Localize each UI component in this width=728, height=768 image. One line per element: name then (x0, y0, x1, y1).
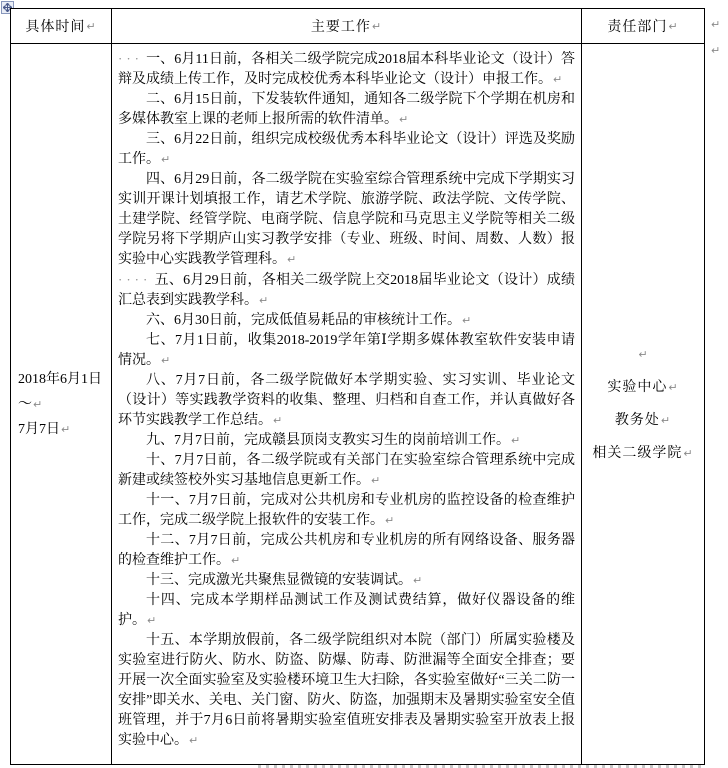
task-text: 十一、7月7日前，完成对公共机房和专业机房的监控设备的检查维护工作，完成二级学院上报软件的安装工作。 (118, 493, 575, 528)
task-text: 七、7月1日前，收集2018-2019学年第Ⅰ学期多媒体教室软件安装申请情况。 (118, 333, 575, 368)
task-paragraph (118, 90, 575, 130)
department-paragraph (615, 404, 671, 437)
paragraph-mark-icon: ↵ (371, 474, 381, 487)
task-paragraph (118, 591, 575, 631)
task-paragraph (118, 130, 575, 170)
tasks-cell[interactable] (112, 44, 582, 764)
header-label-department: 责任部门 (607, 20, 668, 35)
paragraph-mark-icon: ↵ (683, 447, 694, 460)
task-paragraph (118, 491, 575, 531)
paragraph-mark-icon: ↵ (413, 574, 423, 587)
task-text: 三、6月22日前，组织完成校级优秀本科毕业论文（设计）评选及奖励工作。 (118, 132, 575, 167)
task-text: 六、6月30日前，完成低值易耗品的审核统计工作。 (146, 313, 461, 328)
paragraph-mark-icon: ↵ (287, 253, 297, 266)
paragraph-mark-icon: ↵ (189, 734, 199, 747)
header-row (11, 9, 704, 44)
department-cell[interactable] (582, 44, 704, 764)
task-paragraph (118, 170, 575, 270)
time-text: 7月7日 (18, 421, 60, 437)
task-paragraph (118, 631, 575, 751)
task-text: 八、7月7日前，各二级学院做好本学期实验、实习实训、毕业论文（设计）等实践教学资料的收集、整理、归档和自查工作，并认真做好各环节实践教学工作总结。 (118, 373, 575, 428)
task-paragraph (118, 331, 575, 371)
paragraph-mark-icon: ↵ (399, 113, 409, 126)
body-row (11, 44, 704, 764)
paragraph-mark-icon: ↵ (668, 381, 679, 394)
department-text: 教务处 (614, 413, 660, 428)
paragraph-mark-icon: ↵ (61, 422, 71, 436)
paragraph-mark-icon: ↵ (385, 514, 395, 527)
task-paragraph (118, 311, 575, 331)
task-text: 十、7月7日前，各二级学院或有关部门在实验室综合管理系统中完成新建或续签校外实习基地信息更新工作。 (118, 453, 575, 488)
header-label-time: 具体时间 (25, 20, 86, 35)
header-label-work: 主要工作 (310, 20, 371, 35)
paragraph-mark-icon: ↵ (668, 19, 679, 33)
paragraph-mark-icon: ↵ (462, 314, 472, 327)
paragraph-mark-icon: ↵ (511, 434, 521, 447)
space-marks: ···· (118, 272, 152, 287)
paragraph-mark-icon: ↵ (161, 153, 171, 166)
paragraph-mark-icon: ↵ (371, 19, 383, 33)
task-paragraph (118, 451, 575, 491)
header-cell-work[interactable] (112, 9, 582, 43)
task-text: 九、7月7日前，完成赣县顶岗支教实习生的岗前培训工作。 (146, 433, 510, 448)
task-paragraph (118, 571, 575, 591)
task-text: 二、6月15日前，下发装软件通知，通知各二级学院下个学期在机房和多媒体教室上课的老师上报所需的软件清单。 (118, 92, 575, 127)
paragraph-mark-icon: ↵ (231, 554, 241, 567)
time-cell[interactable] (11, 44, 112, 764)
task-text: 十五、本学期放假前，各二级学院组织对本院（部门）所属实验楼及实验室进行防火、防水、防盗、防爆、防毒、防泄漏等全面安全排查；要开展一次全面实验室及实验楼环境卫生大扫除，各实验室做好“三关二防一安排”即关水、关电、关门窗、防火、防盗，加强期末及暑期实验室安全值班管理，并于7月6日前将暑期实验室值班安排表及暑期实验室开放表上报实验中心。 (118, 633, 575, 748)
paragraph-mark-icon: ↵ (259, 294, 269, 307)
department-text: 实验中心 (607, 380, 668, 395)
task-text: 十二、7月7日前，完成公共机房和专业机房的所有网络设备、服务器的检查维护工作。 (118, 533, 575, 568)
paragraph-mark-icon: ↵ (660, 414, 672, 427)
paragraph-mark-icon: ↵ (638, 348, 649, 361)
header-cell-time[interactable] (11, 9, 112, 43)
department-text: 相关二级学院 (592, 446, 683, 461)
department-paragraph (637, 338, 648, 371)
paragraph-mark-icon: ↵ (553, 73, 563, 86)
paragraph-mark-icon: ↵ (273, 414, 283, 427)
task-text: 四、6月29日前，各二级学院在实验室综合管理系统中完成下学期实习实训开课计划填报工作，请艺术学院、旅游学院、政法学院、文传学院、土建学院、经管学院、电商学院、信息学院和马克思主义学院等相关二级学院另将下学期庐山实习教学安排（专业、班级、时间、周数、人数）报实验中心实践教学管理科。 (118, 172, 575, 267)
task-text: 一、6月11日前，各相关二级学院完成2018届本科毕业论文（设计）答辩及成绩上传工作，及时完成校优秀本科毕业论文（设计）申报工作。 (118, 52, 575, 87)
schedule-table (10, 8, 705, 765)
task-paragraph (118, 431, 575, 451)
time-paragraph (18, 417, 108, 442)
space-marks: ··· (118, 51, 143, 66)
department-paragraph (607, 371, 678, 404)
header-cell-department[interactable] (582, 9, 704, 43)
time-text: 2018年6月1日～ (18, 371, 102, 412)
end-of-row-mark-icon: ↵ (711, 18, 721, 31)
task-text: 十四、完成本学期样品测试工作及测试费结算，做好仪器设备的维护。 (118, 593, 575, 628)
department-paragraph (592, 437, 693, 470)
task-paragraph (118, 49, 575, 90)
paragraph-mark-icon: ↵ (86, 19, 97, 33)
paragraph-mark-icon: ↵ (161, 354, 171, 367)
task-paragraph (118, 371, 575, 431)
task-text: 十三、完成激光共聚焦显微镜的安装调试。 (146, 573, 412, 588)
end-of-row-mark-icon: ↵ (711, 44, 721, 57)
time-paragraph (18, 367, 108, 417)
task-text: 五、6月29日前，各相关二级学院上交2018届毕业论文（设计）成绩汇总表到实践教学科。 (118, 273, 575, 308)
paragraph-mark-icon: ↵ (147, 614, 157, 627)
task-paragraph (118, 531, 575, 571)
paragraph-mark-icon: ↵ (33, 397, 43, 411)
task-paragraph (118, 270, 575, 311)
